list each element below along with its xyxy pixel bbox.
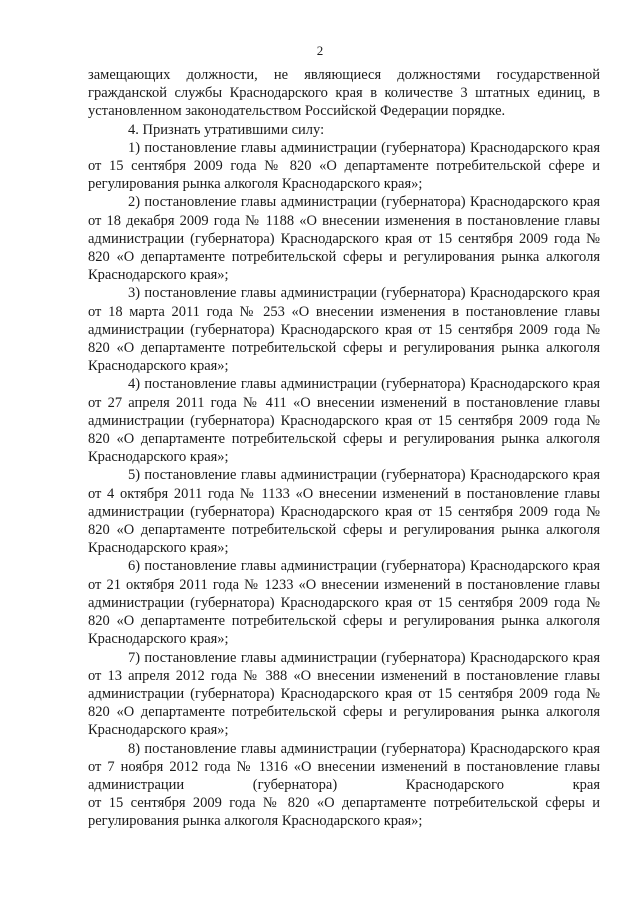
paragraph-subitem-5: 5) постановление главы администрации (губернатора) Краснодарского края от 4 октября 2011 года № 1133 «О внесении изменений в постановление главы администрации (губернатора) Краснодарского края от 15 сентября 2009 года № 820 «О департаменте потребительской сферы и регулирования рынка алкоголя Краснодарского края»; — [88, 467, 600, 557]
paragraph-subitem-2: 2) постановление главы администрации (губернатора) Краснодарского края от 18 декабря 2009 года № 1188 «О внесении изменения в постановление главы администрации (губернатора) Краснодарского края от 15 сентября 2009 года № 820 «О департаменте потребительской сферы и регулирования рынка алкоголя Краснодарского края»; — [88, 194, 600, 284]
paragraph-subitem-1: 1) постановление главы администрации (губернатора) Краснодарского края от 15 сентября 2009 года № 820 «О департаменте потребительской сфере и регулирования рынка алкоголя Краснодарского края»; — [88, 139, 600, 193]
paragraph-item-4: 4. Признать утратившими силу: — [128, 121, 325, 138]
paragraph-continuation: замещающих должности, не являющиеся должностями государственной гражданской службы Краснодарского края в количестве 3 штатных единиц, в установленном законодательством Российской Федерации порядке. — [88, 67, 600, 120]
paragraph-subitem-4: 4) постановление главы администрации (губернатора) Краснодарского края от 27 апреля 2011 года № 411 «О внесении изменений в постановление главы администрации (губернатора) Краснодарского края от 15 сентября 2009 года № 820 «О департаменте потребительской сферы и регулирования рынка алкоголя Краснодарского края»; — [88, 376, 600, 466]
document-body — [88, 66, 600, 831]
paragraph-subitem-8: 8) постановление главы администрации (губернатора) Краснодарского края от 7 ноября 2012 года № 1316 «О внесении изменений в постановление главы администрации (губернатора) Краснодарского края — [88, 740, 600, 793]
paragraph-subitem-6: 6) постановление главы администрации (губернатора) Краснодарского края от 21 октября 2011 года № 1233 «О внесении изменений в постановление главы администрации (губернатора) Краснодарского края от 15 сентября 2009 года № 820 «О департаменте потребительской сферы и регулирования рынка алкоголя Краснодарского края»; — [88, 558, 600, 648]
paragraph-subitem-8-continuation: от 15 сентября 2009 года № 820 «О департаменте потребительской сферы и регулирования рынка алкоголя Краснодарского края»; — [88, 795, 600, 830]
paragraph-subitem-7: 7) постановление главы администрации (губернатора) Краснодарского края от 13 апреля 2012 года № 388 «О внесении изменений в постановление главы администрации (губернатора) Краснодарского края от 15 сентября 2009 года № 820 «О департаменте потребительской сферы и регулирования рынка алкоголя Краснодарского края»; — [88, 649, 600, 739]
page-number: 2 — [316, 43, 324, 58]
paragraph-subitem-3: 3) постановление главы администрации (губернатора) Краснодарского края от 18 марта 2011 года № 253 «О внесении изменения в постановление главы администрации (губернатора) Краснодарского края от 15 сентября 2009 года № 820 «О департаменте потребительской сферы и регулирования рынка алкоголя Краснодарского края»; — [88, 285, 600, 375]
